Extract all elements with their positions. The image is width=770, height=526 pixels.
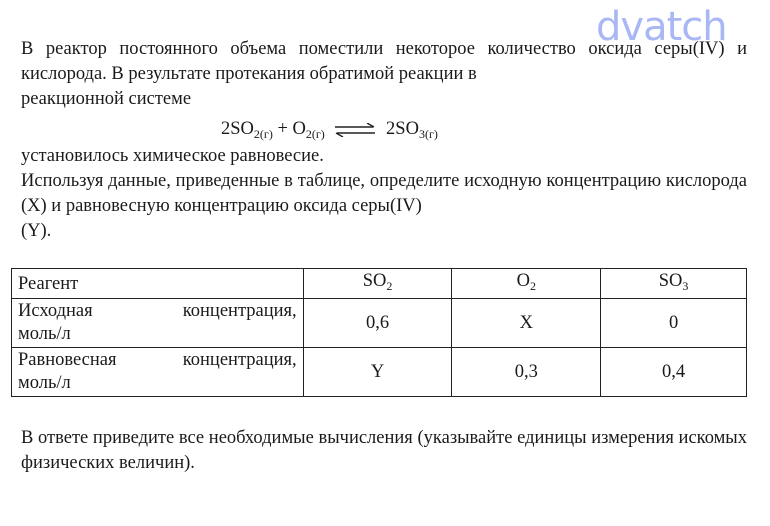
task-first-line: установилось химическое равновесие. <box>21 146 324 166</box>
row-label-equilibrium: Равновесная концентрация, моль/л <box>12 348 304 397</box>
table-row <box>12 348 747 397</box>
header-o2: $O_2$ <box>452 269 601 299</box>
eq-reactant-so2-sub: 2(г) <box>253 127 273 141</box>
header-so2: $SO_2$ <box>303 269 452 299</box>
table-header-row <box>12 269 747 299</box>
eq-product-so3-sub: 3(г) <box>418 127 438 141</box>
cell-so3-initial: 0 <box>601 299 747 348</box>
cell-so2-initial: 0,6 <box>303 299 452 348</box>
header-so3: $SO_3$ <box>601 269 747 299</box>
task-body: Используя данные, приведенные в таблице, определите исходную концентрацию кислорода (X) и равновесную концентрацию оксида серы(IV) <box>21 171 747 216</box>
intro-text-end: реакционной системе <box>21 89 192 109</box>
cell-so3-equilibrium: 0,4 <box>601 348 747 397</box>
intro-text: В реактор постоянного объема поместили некоторое количество оксида серы(IV) и кислорода. В результате протекания обратимой реакции в <box>21 39 747 84</box>
reaction-equation <box>221 117 438 147</box>
row-label-initial: Исходная концентрация, моль/л <box>12 299 304 348</box>
header-reagent: Реагент <box>12 269 304 299</box>
eq-reactant-so2: 2SO <box>221 119 254 139</box>
problem-intro <box>21 37 747 112</box>
answer-instructions: В ответе приведите все необходимые вычисления (указывайте единицы измерения искомых физических величин). <box>21 428 747 473</box>
eq-reactant-o2-sub: 2(г) <box>305 127 325 141</box>
concentration-table <box>11 268 747 397</box>
cell-so2-equilibrium: Y <box>303 348 452 397</box>
equilibrium-arrows-icon <box>333 123 377 137</box>
task-body-end: (Y). <box>21 221 52 241</box>
watermark-logo: dvatch <box>596 4 727 50</box>
cell-o2-initial: X <box>452 299 601 348</box>
table-row <box>12 299 747 348</box>
problem-task <box>21 144 747 244</box>
eq-reactant-o2: + O <box>272 119 306 139</box>
eq-product-so3: 2SO <box>386 119 419 139</box>
cell-o2-equilibrium: 0,3 <box>452 348 601 397</box>
